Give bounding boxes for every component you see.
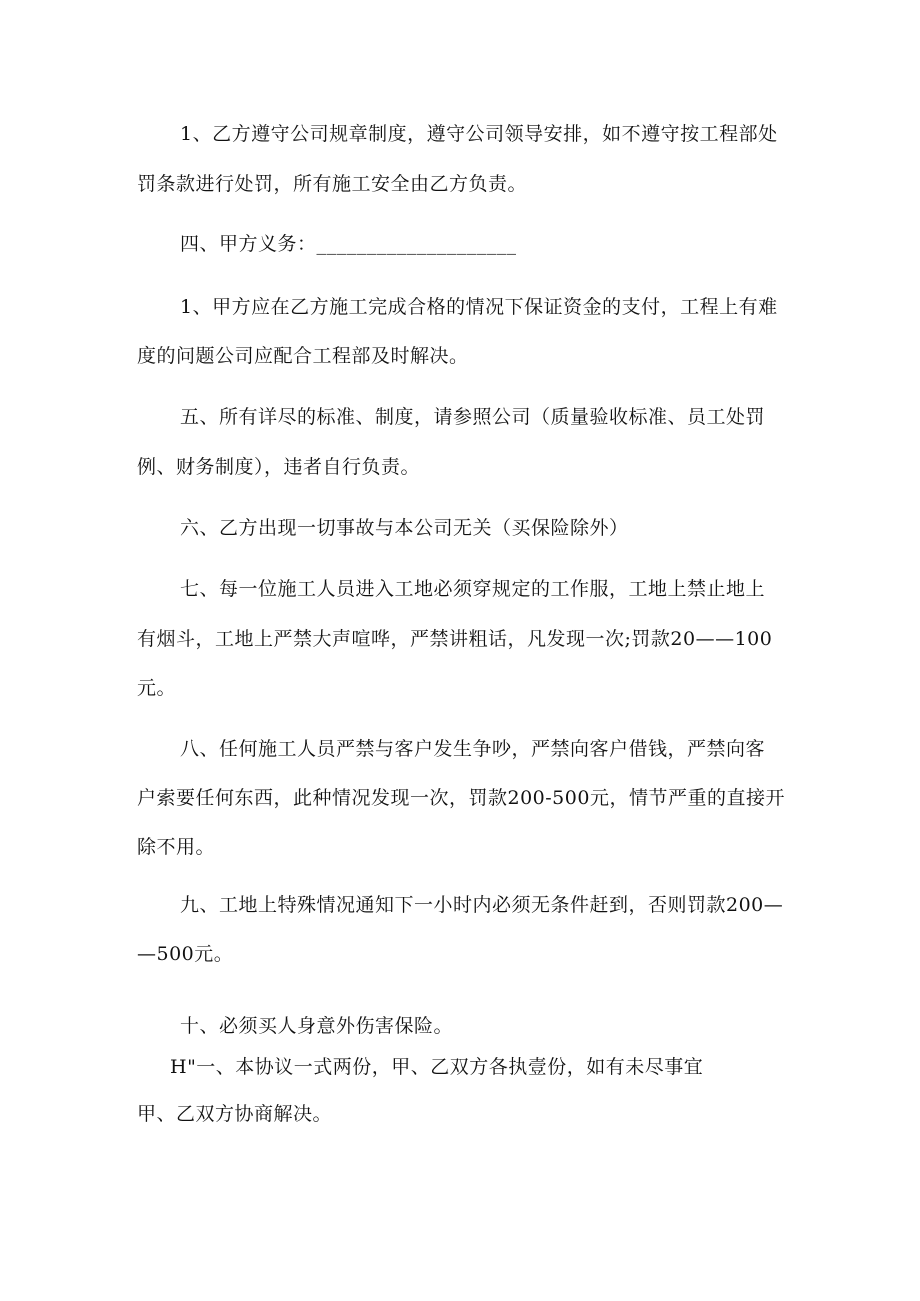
paragraph-7-line-2: 户索要任何东西，此种情况发现一次，罚款200-500元，情节严重的直接开 [137,787,785,809]
paragraph-3-line-2: 度的问题公司应配合工程部及时解决。 [137,345,469,367]
paragraph-5-line-1: 六、乙方出现一切事故与本公司无关（买保险除外） [180,517,629,539]
paragraph-1-line-1: 1、乙方遵守公司规章制度，遵守公司领导安排，如不遵守按工程部处 [180,123,778,145]
paragraph-9-line-1: 十、必须买人身意外伤害保险。 [180,1015,454,1037]
paragraph-2-line-1: 四、甲方义务：____________________ [180,233,517,255]
paragraph-8-line-1: 九、工地上特殊情况通知下一小时内必须无条件赶到，否则罚款200— [180,894,784,916]
paragraph-6-line-2: 有烟斗，工地上严禁大声喧哗，严禁讲粗话，凡发现一次;罚款20——100 [137,628,773,650]
paragraph-4-line-1: 五、所有详尽的标准、制度，请参照公司（质量验收标准、员工处罚 [180,406,766,428]
paragraph-3-line-1: 1、甲方应在乙方施工完成合格的情况下保证资金的支付，工程上有难 [180,296,778,318]
paragraph-6-line-1: 七、每一位施工人员进入工地必须穿规定的工作服，工地上禁止地上 [180,578,766,600]
paragraph-10-line-2: 甲、乙双方协商解决。 [137,1103,333,1125]
paragraph-8-line-2: —500元。 [137,943,234,965]
paragraph-4-line-2: 例、财务制度），违者自行负责。 [137,456,421,478]
paragraph-7-line-3: 除不用。 [137,836,216,858]
paragraph-10-line-1: H"一、本协议一式两份，甲、乙双方各执壹份，如有未尽事宜 [170,1056,704,1078]
paragraph-1-line-2: 罚条款进行处罚，所有施工安全由乙方负责。 [137,173,528,195]
paragraph-7-line-1: 八、任何施工人员严禁与客户发生争吵，严禁向客户借钱，严禁向客 [180,738,766,760]
paragraph-6-line-3: 元。 [137,677,177,699]
